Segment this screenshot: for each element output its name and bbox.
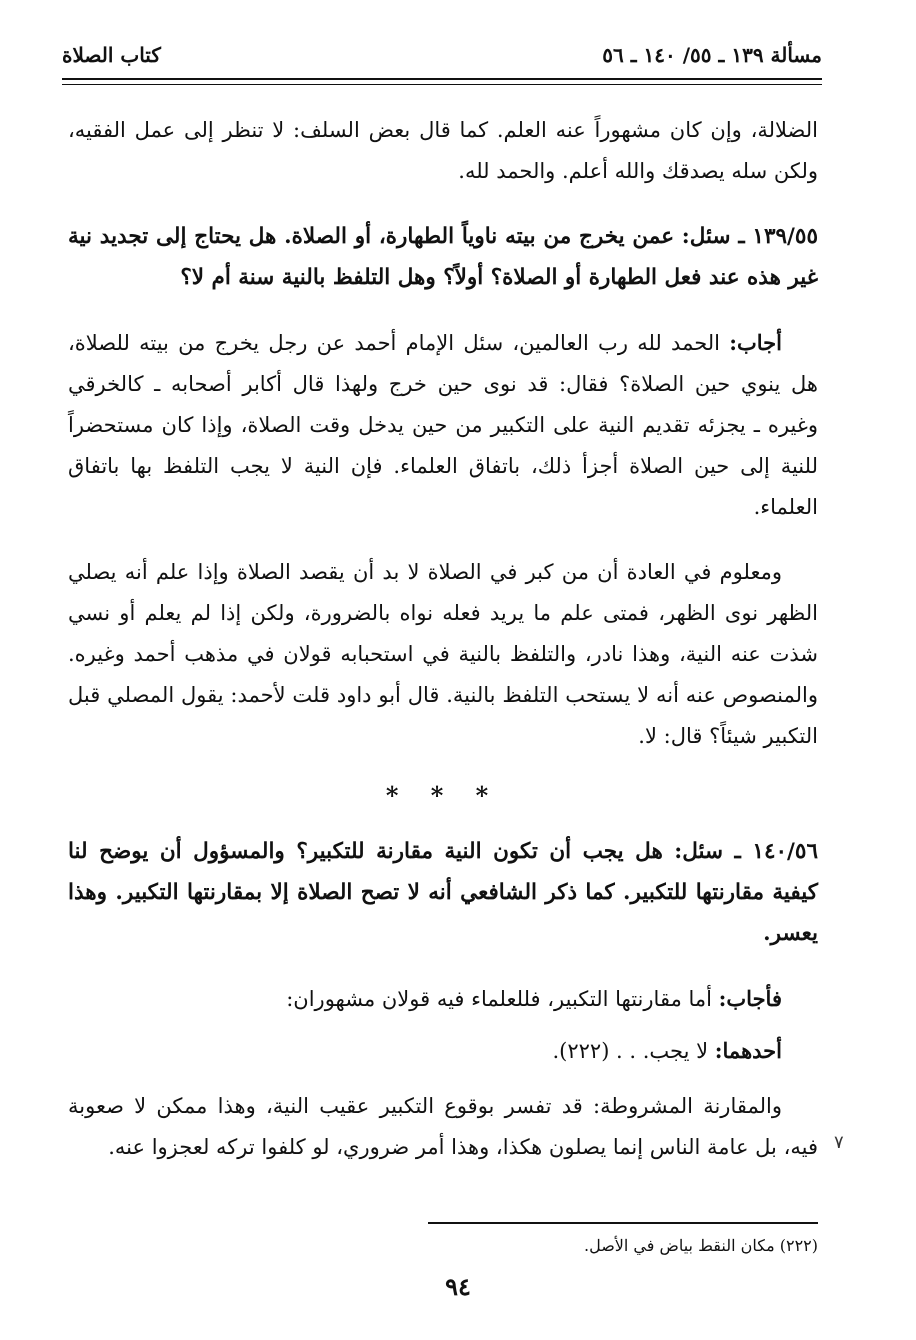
answer-text: الحمد لله رب العالمين، سئل الإمام أحمد عن رجل يخرج من بيته للصلاة، هل ينوي حين الصلاة؟ فقال: قد نوى حين خرج ولهذا قال أكابر أصحابه ـ كالخرقي وغيره ـ يجزئه تقديم النية على التكبير من حين يدخل وقت الصلاة، وإذا كان مستحضراً للنية إلى حين الصلاة أجزأ ذلك، باتفاق العلماء. فإن النية لا يجب التلفظ بها باتفاق العلماء.	[68, 331, 818, 519]
header-book-title: كتاب الصلاة	[62, 43, 161, 67]
first-opinion	[68, 1030, 818, 1072]
opinion-lead: أحدهما:	[714, 1038, 782, 1063]
header-rule-thick	[62, 78, 822, 80]
answer-139	[68, 322, 818, 528]
margin-mark: ٧	[834, 1132, 844, 1153]
header-issue-reference: مسألة ١٣٩ ـ ٥٥/ ١٤٠ ـ ٥٦	[602, 43, 822, 67]
body-text	[68, 110, 818, 1192]
footnote: (٢٢٢) مكان النقط بياض في الأصل.	[583, 1236, 818, 1255]
section-separator: * * *	[385, 781, 501, 810]
running-header	[62, 38, 822, 72]
answer-text: أما مقارنتها التكبير، فللعلماء فيه قولان مشهوران:	[286, 987, 719, 1011]
question-140: ١٤٠/٥٦ ـ سئل: هل يجب أن تكون النية مقارنة للتكبير؟ والمسؤول أن يوضح لنا كيفية مقارنتها للتكبير. كما ذكر الشافعي أنه لا تصح الصلاة إلا بمقارنتها التكبير. وهذا يعسر.	[68, 839, 818, 946]
paragraph-continuation: الضلالة، وإن كان مشهوراً عنه العلم. كما قال بعض السلف: لا تنظر إلى عمل الفقيه، ولكن سله يصدقك والله أعلم. والحمد لله.	[68, 118, 818, 183]
paragraph-common-knowledge: ومعلوم في العادة أن من كبر في الصلاة لا بد أن يقصد الصلاة وإذا علم أنه يصلي الظهر نوى الظهر، فمتى علم ما يريد فعله نواه بالضرورة، ولكن إذا لم يعلم أو نسي شذت عنه النية، وهذا نادر، والتلفظ بالنية في استحبابه قولان في مذهب أحمد وغيره. والمنصوص عنه أنه لا يستحب التلفظ بالنية. قال أبو داود قلت لأحمد: يقول المصلي قبل التكبير شيئاً؟ قال: لا.	[68, 560, 818, 748]
page-number: ٩٤	[445, 1272, 471, 1301]
answer-lead: أجاب:	[729, 330, 782, 355]
opinion-text: لا يجب. . . (٢٢٢).	[552, 1039, 715, 1063]
footnote-rule	[428, 1222, 818, 1224]
question-139: ١٣٩/٥٥ ـ سئل: عمن يخرج من بيته ناوياً الطهارة، أو الصلاة. هل يحتاج إلى تجديد نية غير هذه عند فعل الطهارة أو الصلاة؟ أولاً؟ وهل التلفظ بالنية سنة أم لا؟	[68, 224, 818, 290]
answer-140	[68, 978, 818, 1020]
answer-lead: فأجاب:	[718, 986, 782, 1011]
header-rule-thin	[62, 84, 822, 85]
paragraph-conditional-conjunction: والمقارنة المشروطة: قد تفسر بوقوع التكبير عقيب النية، وهذا ممكن لا صعوبة فيه، بل عامة الناس إنما يصلون هكذا، وهذا أمر ضروري، لو كلفوا تركه لعجزوا عنه.	[68, 1094, 818, 1159]
